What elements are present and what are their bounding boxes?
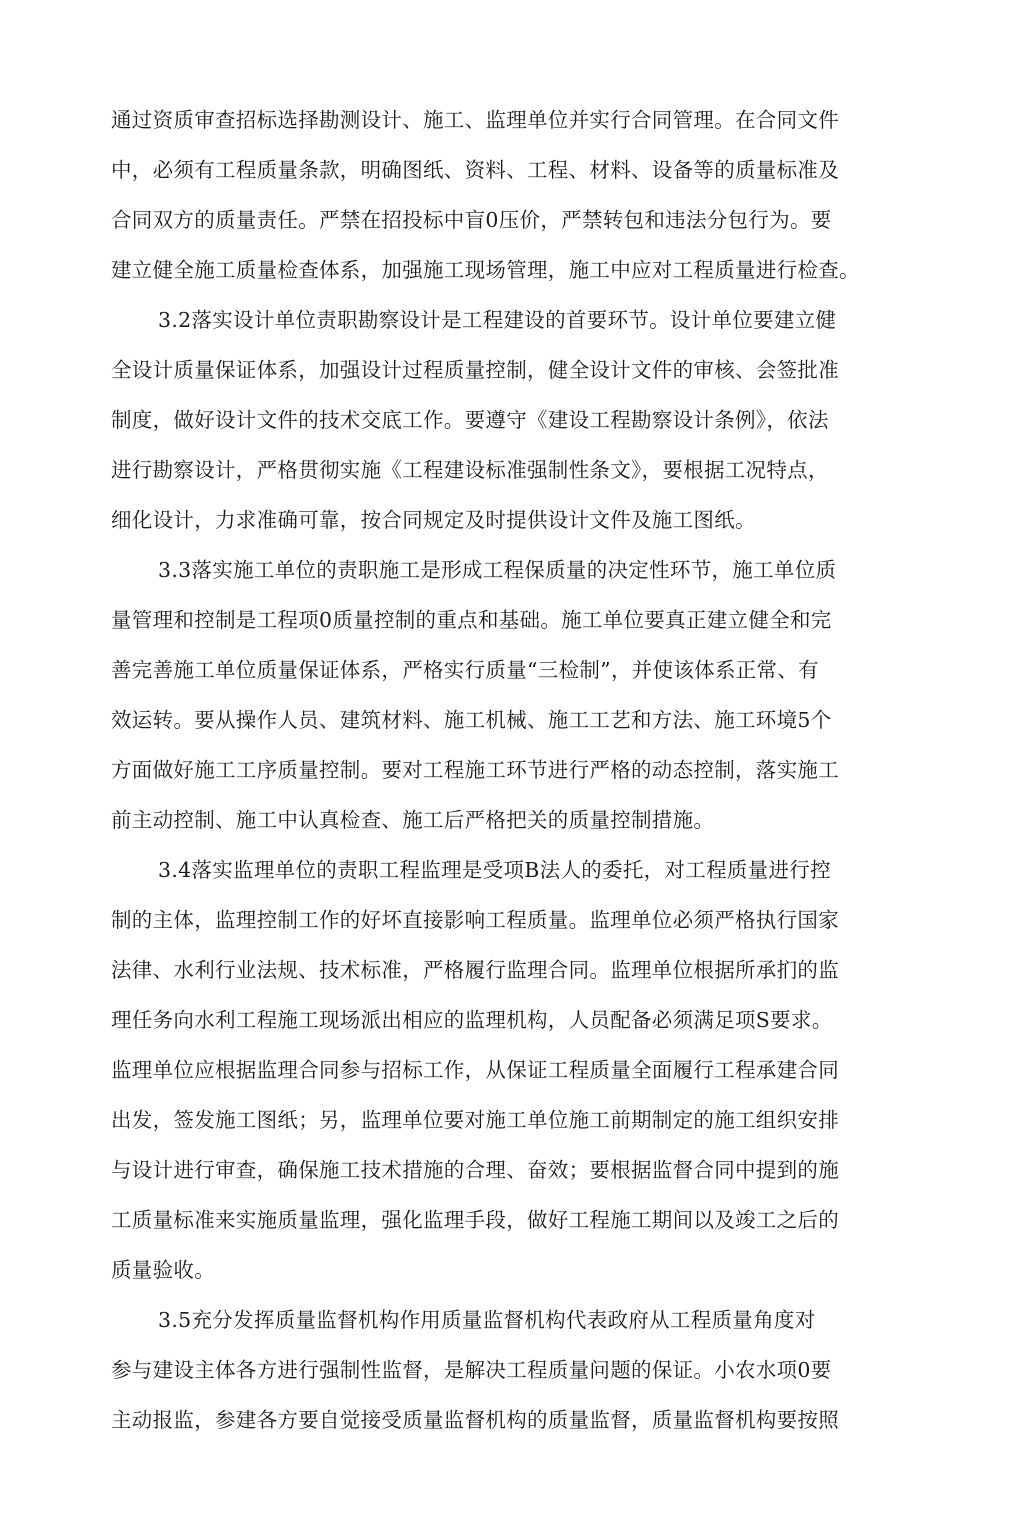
text-line: 制的主体，监理控制工作的好坏直接影响工程质量。监理单位必须严格执行国家 <box>111 908 839 932</box>
text-line: 与设计进行审查，确保施工技术措施的合理、奋效；要根据监督合同中提到的施 <box>111 1158 839 1182</box>
text-line: 前主动控制、施工中认真检查、施工后严格把关的质量控制措施。 <box>111 808 715 832</box>
text-line: 出发，签发施工图纸；另，监理单位要对施工单位施工前期制定的施工组织安排 <box>111 1108 839 1132</box>
text-line: 细化设计，力求准确可靠，按合同规定及时提供设计文件及施工图纸。 <box>111 508 756 532</box>
text-line: 工质量标准来实施质量监理，强化监理手段，做好工程施工期间以及竣工之后的 <box>111 1208 839 1232</box>
text-line: 主动报监，参建各方要自觉接受质量监督机构的质量监督，质量监督机构要按照 <box>111 1408 839 1432</box>
text-line: 参与建设主体各方进行强制性监督，是解决工程质量问题的保证。小农水项0要 <box>111 1358 832 1382</box>
text-line: 量管理和控制是工程项0质量控制的重点和基础。施工单位要真正建立健全和完 <box>111 608 832 632</box>
text-line: 效运转。要从操作人员、建筑材料、施工机械、施工工艺和方法、施工环境5个 <box>111 708 832 732</box>
section-heading-3-2: 3.2落实设计单位责职勘察设计是工程建设的首要环节。设计单位要建立健 <box>158 308 837 332</box>
text-line: 质量验收。 <box>111 1258 215 1282</box>
text-line: 理任务向水利工程施工现场派出相应的监理机构，人员配备必须满足项S要求。 <box>111 1008 833 1032</box>
text-line: 合同双方的质量责任。严禁在招投标中盲0压价，严禁转包和违法分包行为。要 <box>111 208 832 232</box>
text-line: 善完善施工单位质量保证体系，严格实行质量“三检制”，并使该体系正常、有 <box>111 658 819 682</box>
section-heading-3-5: 3.5充分发挥质量监督机构作用质量监督机构代表政府从工程质量角度对 <box>158 1308 816 1332</box>
text-line: 进行勘察设计，严格贯彻实施《工程建设标准强制性条文》，要根据工况特点， <box>111 458 829 482</box>
text-line: 监理单位应根据监理合同参与招标工作，从保证工程质量全面履行工程承建合同 <box>111 1058 839 1082</box>
section-heading-3-4: 3.4落实监理单位的责职工程监理是受项B法人的委托，对工程质量进行控 <box>158 858 831 882</box>
text-line: 全设计质量保证体系，加强设计过程质量控制，健全设计文件的审核、会签批准 <box>111 358 839 382</box>
text-line: 方面做好施工工序质量控制。要对工程施工环节进行严格的动态控制，落实施工 <box>111 758 839 782</box>
section-heading-3-3: 3.3落实施工单位的责职施工是形成工程保质量的决定性环节，施工单位质 <box>158 558 837 582</box>
text-line: 制度，做好设计文件的技术交底工作。要遵守《建设工程勘察设计条例》，依法 <box>111 408 829 432</box>
text-line: 中，必须有工程质量条款，明确图纸、资料、工程、材料、设备等的质量标准及 <box>111 158 839 182</box>
text-line: 通过资质审查招标选择勘测设计、施工、监理单位并实行合同管理。在合同文件 <box>111 108 839 132</box>
text-line: 建立健全施工质量检查体系，加强施工现场管理，施工中应对工程质量进行检查。 <box>111 258 860 282</box>
text-line: 法律、水利行业法规、技术标准，严格履行监理合同。监理单位根据所承扪的监 <box>111 958 839 982</box>
